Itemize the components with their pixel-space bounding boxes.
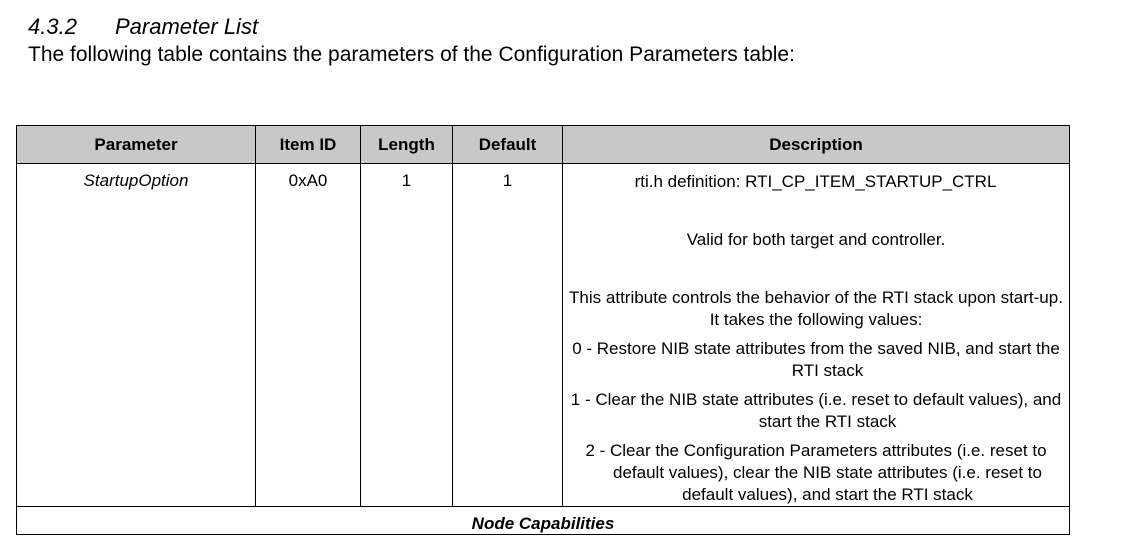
section-row-label: Node Capabilities <box>17 507 1070 535</box>
column-header-parameter: Parameter <box>17 126 256 164</box>
section-heading <box>28 14 258 40</box>
table-row <box>17 164 1070 507</box>
description-value-item: 1 - Clear the NIB state attributes (i.e. reset to default values), and start the RTI stack <box>570 390 1062 431</box>
length-cell: 1 <box>361 164 453 507</box>
description-definition: rti.h definition: RTI_CP_ITEM_STARTUP_CTRL <box>634 172 997 191</box>
column-header-default: Default <box>453 126 563 164</box>
description-summary: This attribute controls the behavior of the RTI stack upon start-up. It takes the following values: <box>569 288 1063 329</box>
section-number: 4.3.2 <box>28 14 77 39</box>
column-header-item-id: Item ID <box>256 126 361 164</box>
description-cell <box>563 164 1070 507</box>
description-value-item: 2 - Clear the Configuration Parameters attributes (i.e. reset to default values), clear the NIB state attributes (i.e. reset to default values), and start the RTI stack <box>585 441 1047 504</box>
column-header-description: Description <box>563 126 1070 164</box>
table-header-row <box>17 126 1070 164</box>
description-value-item: 0 - Restore NIB state attributes from the saved NIB, and start the RTI stack <box>572 339 1060 380</box>
parameter-cell: StartupOption <box>17 164 256 507</box>
default-cell: 1 <box>453 164 563 507</box>
parameter-table <box>16 125 1070 535</box>
section-row <box>17 507 1070 535</box>
column-header-length: Length <box>361 126 453 164</box>
intro-text: The following table contains the parameters of the Configuration Parameters table: <box>28 43 795 66</box>
section-title: Parameter List <box>115 14 259 39</box>
item-id-cell: 0xA0 <box>256 164 361 507</box>
description-validity: Valid for both target and controller. <box>686 230 946 249</box>
